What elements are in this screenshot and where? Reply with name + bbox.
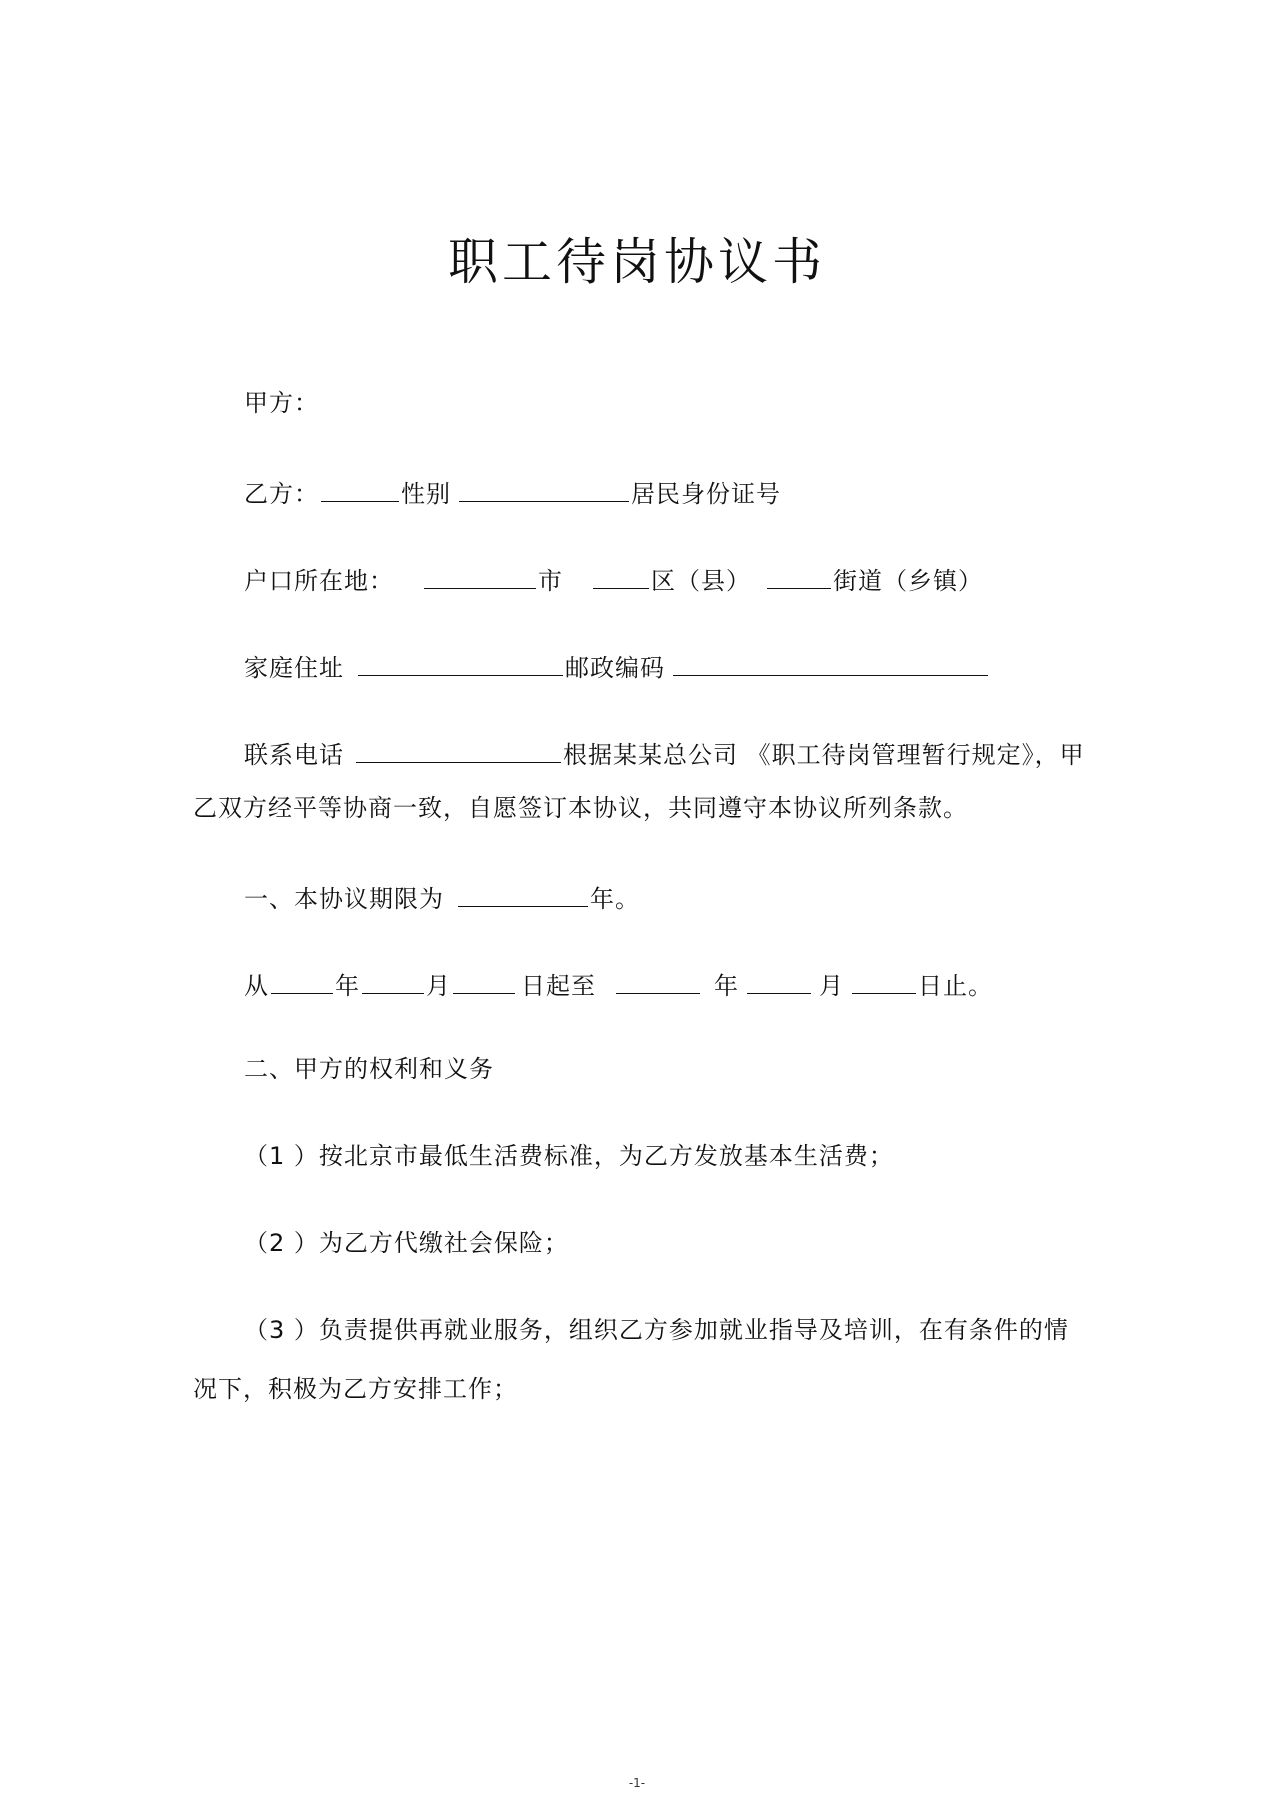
section-2-heading: 二、甲方的权利和义务 <box>244 1055 494 1083</box>
gender-blank[interactable] <box>459 475 629 502</box>
party-b-label: 乙方： <box>244 480 319 508</box>
document-title: 职工待岗协议书 <box>448 233 826 291</box>
item-2: （2 ）为乙方代缴社会保险； <box>244 1229 569 1257</box>
phone-line <box>244 736 1085 770</box>
street-blank[interactable] <box>767 562 831 589</box>
day-to-label: 日止。 <box>918 972 993 1000</box>
day-from-label: 日起至 <box>521 972 596 1000</box>
party-b-line <box>244 475 781 509</box>
gender-label: 性别 <box>401 480 451 508</box>
page-number: -1- <box>628 1776 646 1790</box>
term-suffix: 年。 <box>590 885 640 913</box>
district-label: 区（县） <box>651 567 751 595</box>
street-label: 街道（乡镇） <box>833 567 983 595</box>
hukou-line <box>244 562 983 596</box>
name-blank[interactable] <box>321 475 399 502</box>
postcode-label: 邮政编码 <box>565 654 665 682</box>
intro-line-1: 根据某某总公司 《职工待岗管理暂行规定》，甲 <box>563 741 1085 769</box>
start-year-label: 年 <box>335 972 360 1000</box>
item-1: （1 ）按北京市最低生活费标准，为乙方发放基本生活费； <box>244 1142 894 1170</box>
end-month-blank[interactable] <box>747 967 811 994</box>
term-prefix: 一、本协议期限为 <box>244 885 444 913</box>
city-label: 市 <box>538 567 563 595</box>
district-blank[interactable] <box>593 562 649 589</box>
start-month-label: 月 <box>426 972 451 1000</box>
phone-blank[interactable] <box>356 736 561 763</box>
start-month-blank[interactable] <box>362 967 424 994</box>
end-day-blank[interactable] <box>852 967 916 994</box>
end-year-blank[interactable] <box>616 967 700 994</box>
end-month-label: 月 <box>819 972 844 1000</box>
id-label: 居民身份证号 <box>631 480 781 508</box>
term-years-blank[interactable] <box>458 880 588 907</box>
start-year-blank[interactable] <box>271 967 333 994</box>
home-address-line <box>244 649 990 683</box>
intro-line-2: 乙双方经平等协商一致，自愿签订本协议，共同遵守本协议所列条款。 <box>193 794 968 822</box>
party-a-label: 甲方： <box>244 389 319 417</box>
party-a-line <box>244 388 319 418</box>
item-3-line-2: 况下，积极为乙方安排工作； <box>193 1375 518 1403</box>
term-line <box>244 880 640 914</box>
date-range-line <box>244 967 993 1001</box>
hukou-label: 户口所在地： <box>244 567 394 595</box>
from-label: 从 <box>244 972 269 1000</box>
home-address-blank[interactable] <box>358 649 563 676</box>
end-year-label: 年 <box>714 972 739 1000</box>
postcode-blank[interactable] <box>673 649 988 676</box>
start-day-blank[interactable] <box>453 967 515 994</box>
home-address-label: 家庭住址 <box>244 654 344 682</box>
city-blank[interactable] <box>424 562 536 589</box>
phone-label: 联系电话 <box>244 741 344 769</box>
item-3-line-1: （3 ）负责提供再就业服务，组织乙方参加就业指导及培训，在有条件的情 <box>244 1316 1069 1344</box>
